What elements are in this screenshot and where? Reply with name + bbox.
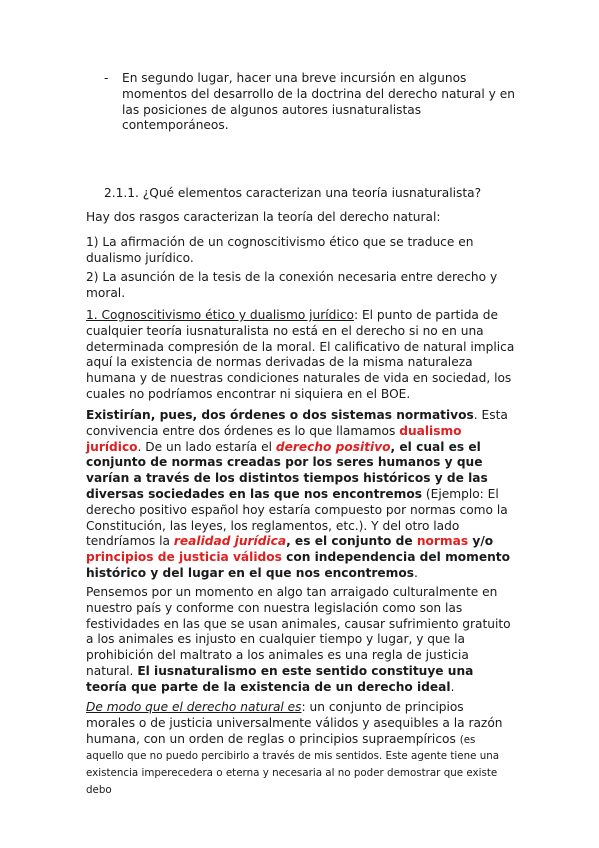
intro-paragraph: Hay dos rasgos caracterizan la teoría del derecho natural:: [86, 210, 441, 224]
period: .: [413, 565, 418, 580]
term-normas: normas: [416, 534, 469, 549]
paragraph-cognoscitivismo: [86, 308, 516, 403]
bullet-marker: -: [104, 71, 109, 85]
dualismo-text-1: . Esta convivencia entre dos órdenes es lo que llamamos: [86, 408, 508, 438]
dualismo-text-2: . De un lado estaría el: [137, 439, 276, 454]
list-item-1: 1) La afirmación de un cognoscitivismo ético que se traduce en dualismo jurídico.: [86, 235, 474, 265]
derecho-positivo-definition: , el cual es el conjunto de normas creadas por los seres humanos y que varían a través de los distintos tiempos históricos y de las diversas sociedades en las que nos encontremos: [86, 439, 488, 501]
connector-y-o: y/o: [468, 534, 494, 549]
term-dualismo-juridico: dualismo jurídico: [86, 423, 462, 454]
paragraph-animales: [86, 585, 516, 696]
iusnaturalismo-statement: El iusnaturalismo en este sentido constituye una teoría que parte de la existencia de un derecho ideal: [86, 663, 474, 694]
realidad-juridica-text: , es el conjunto de: [286, 534, 417, 549]
term-derecho-positivo: derecho positivo: [275, 439, 391, 454]
animales-text: Pensemos por un momento en algo tan arraigado culturalmente en nuestro país y conforme con nuestra legislación como son las festividades en las que se usan animales, causar sufrimiento gratuito a los animales es injusto en cualquier tiempo y lugar, y que la prohibición del maltrato a los animales es una regla de justicia natural.: [86, 585, 511, 678]
derecho-natural-text: : un conjunto de principios morales o de justicia universalmente válidos y asequibles a la razón humana, con un orden de reglas o principios supraempíricos: [86, 700, 503, 746]
paragraph-title: 1. Cognoscitivismo ético y dualismo jurídico: [86, 308, 354, 322]
bullet-text: En segundo lugar, hacer una breve incursión en algunos momentos del desarrollo de la doctrina del derecho natural y en las posiciones de algunos autores iusnaturalistas contemporáneos.: [122, 71, 515, 133]
derecho-positivo-example: (Ejemplo: El derecho positivo español hoy estaría compuesto por normas como la Constitución, las leyes, los reglamentos, etc.). Y del otro lado tendríamos la: [86, 486, 508, 549]
paragraph-text: : El punto de partida de cualquier teoría iusnaturalista no está en el derecho si no en una determinada compresión de la moral. El calificativo de natural implica aquí la existencia de normas derivadas de la misma naturaleza humana y de nuestras condiciones naturales de vida en sociedad, los cuales no podríamos encontrar ni siquiera en el BOE.: [86, 308, 515, 401]
supraempiricos-note: (es aquello que no puedo percibirlo a través de mis sentidos. Este agente tiene una existencia imperecedera o eterna y necesaria al no poder demostrar que existe debo: [86, 733, 500, 796]
term-realidad-juridica: realidad jurídica: [173, 534, 287, 549]
independencia-text: con independencia del momento histórico y del lugar en el que nos encontremos: [86, 550, 510, 580]
dualismo-lead: Existirían, pues, dos órdenes o dos sistemas normativos: [86, 408, 474, 422]
term-principios-justicia: principios de justicia válidos: [86, 550, 282, 565]
derecho-natural-lead: De modo que el derecho natural es: [86, 700, 302, 714]
paragraph-dualismo: [86, 408, 516, 582]
period: .: [450, 679, 455, 694]
list-item-2: 2) La asunción de la tesis de la conexión necesaria entre derecho y moral.: [86, 270, 498, 300]
section-heading: 2.1.1. ¿Qué elementos caracterizan una teoría iusnaturalista?: [104, 186, 482, 200]
paragraph-derecho-natural: [86, 700, 516, 799]
